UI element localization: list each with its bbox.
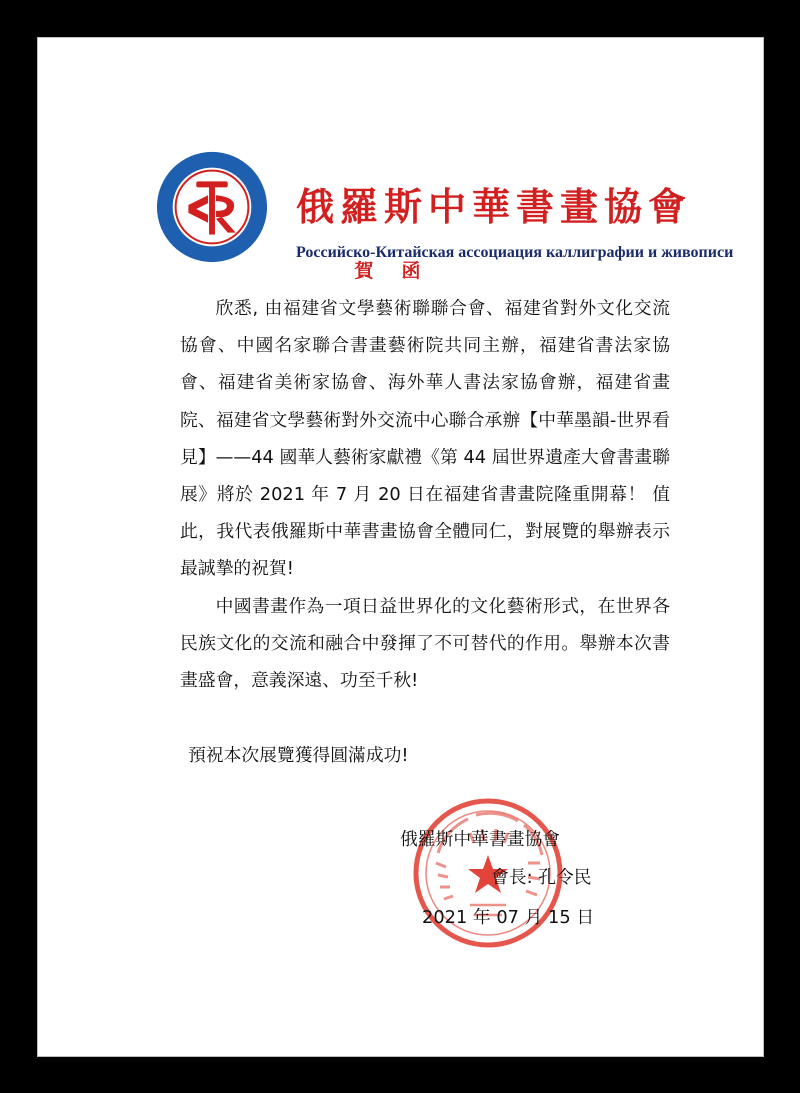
body-paragraph-2: 中國書畫作為一項日益世界化的文化藝術形式，在世界各民族文化的交流和融合中發揮了不可替代的作用。舉辦本次書畫盛會，意義深遠、功至千秋! xyxy=(180,595,670,692)
association-logo-icon xyxy=(153,148,271,266)
signature-organization: 俄羅斯中華書畫協會 xyxy=(400,829,561,850)
letter-title: 賀函 xyxy=(354,260,449,282)
letter-body xyxy=(180,290,670,699)
signature-date: 2021 年 07 月 15 日 xyxy=(422,907,595,928)
closing-wish: 預祝本次展覽獲得圓滿成功! xyxy=(188,745,409,766)
letter-page xyxy=(37,37,764,1057)
signature-president: 會長: 孔令民 xyxy=(491,867,592,888)
organization-name-chinese: 俄羅斯中華書畫協會 xyxy=(296,184,693,229)
organization-name-russian: Российско-Китайская ассоциация каллиграфии и живописи xyxy=(296,244,734,261)
body-paragraph-1: 欣悉, 由福建省文學藝術聯聯合會、福建省對外文化交流協會、中國名家聯合書畫藝術院共同主辦，福建省書法家協會、福建省美術家協會、海外華人書法家協會辦，福建省畫院、福建省文學藝術對外交流中心聯合承辦【中華墨韻-世界看見】——44 國華人藝術家獻禮《第 44 屆世界遺產大會書畫聯展》將於 2021 年 7 月 20 日在福建省書畫院隆重開幕！ 值此，我代表俄羅斯中華書畫協會全體同仁，對展覽的舉辦表示最誠摯的祝賀! xyxy=(180,298,670,580)
